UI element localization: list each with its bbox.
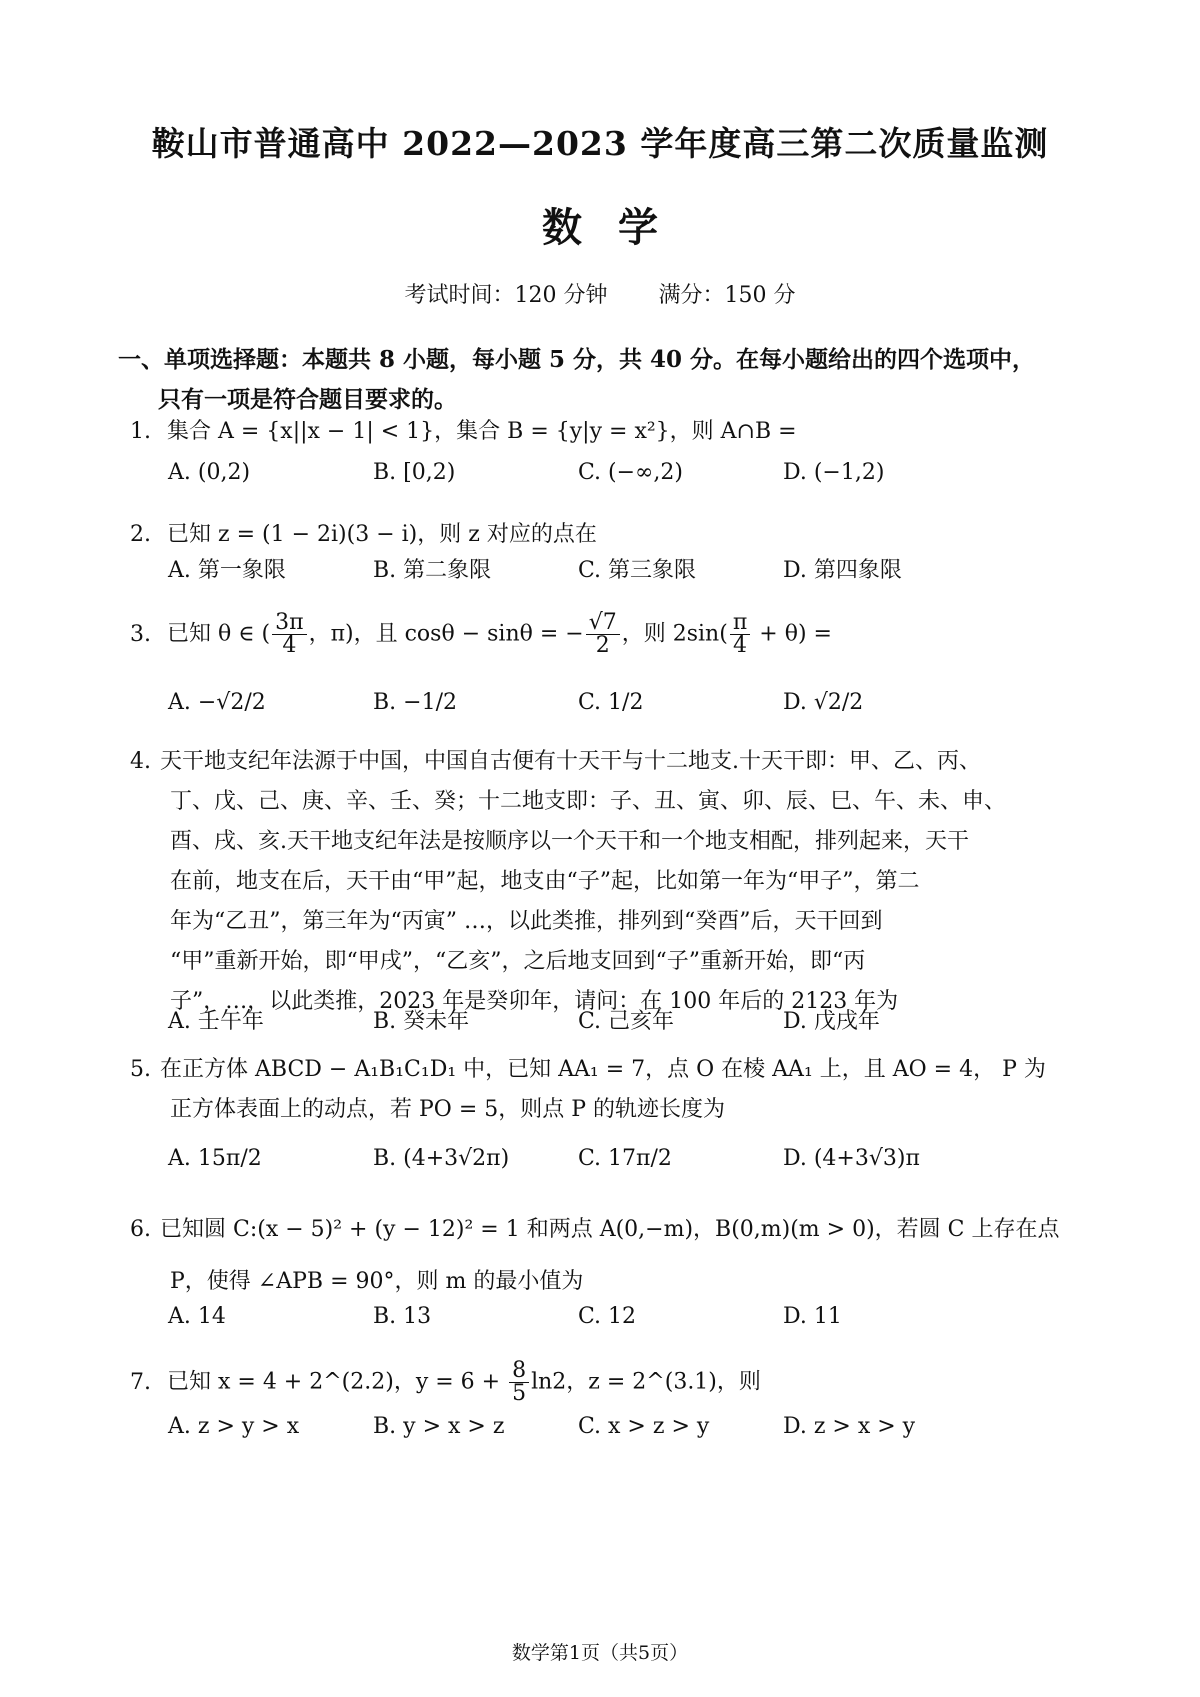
option-d[interactable]: D. z > x > y xyxy=(783,1414,916,1439)
question-line: 在前，地支在后，天干由“甲”起，地支由“子”起，比如第一年为“甲子”，第二 xyxy=(170,869,920,894)
frac-numerator: 8 xyxy=(509,1360,529,1383)
fraction-sqrt7-2 xyxy=(586,612,620,657)
option-c[interactable]: C. 17π/2 xyxy=(578,1146,672,1171)
fraction-pi-4 xyxy=(730,612,750,657)
option-b[interactable]: B. [0,2) xyxy=(373,460,456,485)
option-c[interactable]: C. 12 xyxy=(578,1304,637,1329)
option-d[interactable]: D. (−1,2) xyxy=(783,460,885,485)
frac-denominator: 5 xyxy=(512,1381,527,1406)
section-heading xyxy=(118,340,1098,420)
option-c[interactable]: C. 第三象限 xyxy=(578,558,697,583)
question-number: 1. xyxy=(130,419,151,444)
option-d[interactable]: D. 戊戌年 xyxy=(783,1009,880,1034)
subject-title: 数学 xyxy=(542,204,694,251)
option-a[interactable]: A. 14 xyxy=(168,1304,226,1329)
option-a[interactable]: A. (0,2) xyxy=(168,460,251,485)
option-c[interactable]: C. x > z > y xyxy=(578,1414,710,1439)
fraction-8-5 xyxy=(509,1360,529,1405)
question-number: 3. xyxy=(130,621,151,647)
question-stem-b: ，π)，且 cosθ − sinθ = − xyxy=(308,621,584,647)
option-a[interactable]: A. 15π/2 xyxy=(168,1146,262,1171)
question-stem-a: 已知 x = 4 + 2^(2.2)，y = 6 + xyxy=(167,1369,508,1395)
options-2 xyxy=(168,553,1068,593)
question-line: 子”，…，以此类推，2023 年是癸卯年，请问：在 100 年后的 2123 年为 xyxy=(170,989,899,1014)
exam-title: 鞍山市普通高中 2022—2023 学年度高三第二次质量监测 xyxy=(151,124,1049,163)
option-c[interactable]: C. 己亥年 xyxy=(578,1009,675,1034)
question-line: 酉、戌、亥.天干地支纪年法是按顺序以一个天干和一个地支相配，排列起来，天干 xyxy=(170,829,969,854)
question-line: 年为“乙丑”，第三年为“丙寅” …，以此类推，排列到“癸酉”后，天干回到 xyxy=(170,909,883,934)
frac-denominator: 4 xyxy=(733,633,748,658)
question-number: 7. xyxy=(130,1369,151,1395)
question-line: “甲”重新开始，即“甲戌”，“乙亥”，之后地支回到“子”重新开始，即“丙 xyxy=(170,949,866,974)
frac-numerator: 3π xyxy=(272,612,306,635)
full-score: 满分：150 分 xyxy=(658,283,796,308)
option-d[interactable]: D. 第四象限 xyxy=(783,558,902,583)
question-line: 在正方体 ABCD − A₁B₁C₁D₁ 中，已知 AA₁ = 7，点 O 在棱 AA₁ 上，且 AO = 4， P 为 xyxy=(160,1057,1046,1082)
frac-numerator: √7 xyxy=(586,612,620,635)
option-b[interactable]: B. 癸未年 xyxy=(373,1009,470,1034)
question-1 xyxy=(130,412,1100,452)
frac-denominator: 4 xyxy=(282,633,297,658)
option-b[interactable]: B. −1/2 xyxy=(373,690,457,715)
option-d[interactable]: D. √2/2 xyxy=(783,690,864,715)
option-d[interactable]: D. (4+3√3)π xyxy=(783,1146,920,1171)
question-7 xyxy=(130,1360,1100,1405)
option-c[interactable]: C. (−∞,2) xyxy=(578,460,683,485)
question-line: 正方体表面上的动点，若 PO = 5，则点 P 的轨迹长度为 xyxy=(170,1097,726,1122)
option-b[interactable]: B. 第二象限 xyxy=(373,558,492,583)
options-7 xyxy=(168,1414,1068,1454)
question-stem: 集合 A = {x||x − 1| < 1}，集合 B = {y|y = x²}，则 A∩B = xyxy=(167,419,797,444)
frac-numerator: π xyxy=(730,612,750,635)
question-stem-b: ln2，z = 2^(3.1)，则 xyxy=(531,1369,761,1395)
option-b[interactable]: B. 13 xyxy=(373,1304,432,1329)
option-a[interactable]: A. z > y > x xyxy=(168,1414,300,1439)
question-5 xyxy=(130,1050,1100,1130)
question-3 xyxy=(130,612,1100,657)
options-3 xyxy=(168,690,1068,730)
option-d[interactable]: D. 11 xyxy=(783,1304,842,1329)
question-number: 2. xyxy=(130,522,151,547)
option-c[interactable]: C. 1/2 xyxy=(578,690,644,715)
option-b[interactable]: B. y > x > z xyxy=(373,1414,505,1439)
question-line: P，使得 ∠APB = 90°，则 m 的最小值为 xyxy=(170,1269,584,1294)
question-stem-a: 已知 θ ∈ ( xyxy=(167,621,271,647)
exam-time: 考试时间：120 分钟 xyxy=(404,283,608,308)
question-line: 已知圆 C:(x − 5)² + (y − 12)² = 1 和两点 A(0,−m)，B(0,m)(m > 0)，若圆 C 上存在点 xyxy=(160,1217,1060,1242)
section-line-1: 一、单项选择题：本题共 8 小题，每小题 5 分，共 40 分。在每小题给出的四个选项中， xyxy=(118,346,1036,373)
question-stem-c: ，则 2sin( xyxy=(621,621,728,647)
options-1 xyxy=(168,460,1068,500)
option-a[interactable]: A. 第一象限 xyxy=(168,558,286,583)
option-a[interactable]: A. 壬午年 xyxy=(168,1009,264,1034)
frac-denominator: 2 xyxy=(595,633,610,658)
question-2 xyxy=(130,515,1100,555)
options-4 xyxy=(168,1004,1068,1044)
options-6 xyxy=(168,1304,1068,1344)
question-stem-d: + θ) = xyxy=(752,621,832,647)
question-line: 丁、戊、己、庚、辛、壬、癸；十二地支即：子、丑、寅、卯、辰、巳、午、未、申、 xyxy=(170,789,1007,814)
question-number: 6. xyxy=(130,1217,151,1242)
question-line: 天干地支纪年法源于中国，中国自古便有十天干与十二地支.十天干即：甲、乙、丙、 xyxy=(160,749,981,774)
option-a[interactable]: A. −√2/2 xyxy=(168,690,266,715)
options-5 xyxy=(168,1146,1068,1186)
question-number: 4. xyxy=(130,749,151,774)
question-stem: 已知 z = (1 − 2i)(3 − i)，则 z 对应的点在 xyxy=(167,522,597,547)
question-number: 5. xyxy=(130,1057,151,1082)
exam-meta xyxy=(0,278,1200,309)
page-footer: 数学第1页（共5页） xyxy=(511,1642,689,1664)
section-line-2: 只有一项是符合题目要求的。 xyxy=(158,386,457,413)
question-6 xyxy=(130,1210,1100,1302)
option-b[interactable]: B. (4+3√2π) xyxy=(373,1146,510,1171)
fraction-3pi-4 xyxy=(272,612,306,657)
question-4 xyxy=(130,742,1100,1022)
